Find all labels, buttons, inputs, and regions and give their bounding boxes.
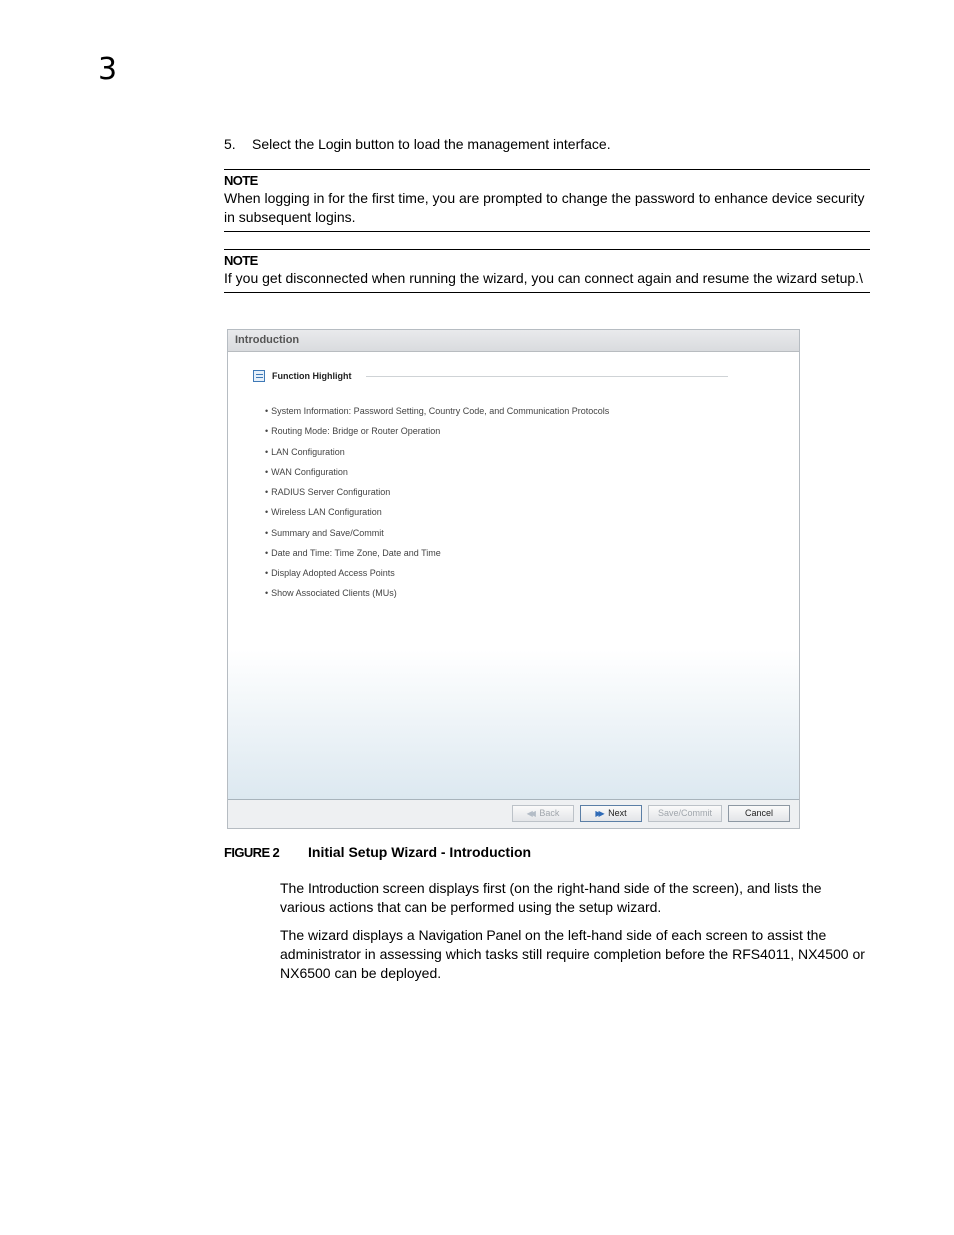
wizard-screenshot xyxy=(227,329,800,829)
p1-prefix: The xyxy=(280,880,309,896)
step-number: 5. xyxy=(224,136,236,152)
save-commit-button[interactable] xyxy=(648,805,722,822)
figure-title: Initial Setup Wizard - Introduction xyxy=(308,844,532,860)
introduction-term: Introduction xyxy=(308,880,379,896)
list-icon xyxy=(253,370,265,382)
list-item: • System Information: Password Setting, Country Code, and Communication Protocols xyxy=(265,405,609,425)
note-first-login xyxy=(224,169,870,232)
wizard-header: Introduction xyxy=(228,330,799,352)
figure-caption xyxy=(224,843,532,862)
list-item: • Wireless LAN Configuration xyxy=(265,506,609,526)
p2-suffix: on the left-hand side of each screen to assist the administrator in assessing which tasks still require completion before the RFS4011, NX4500 or NX6500 can be deployed. xyxy=(280,927,865,981)
step-prefix: Select the xyxy=(252,136,319,152)
note-text: When logging in for the first time, you are prompted to change the password to enhance device security in subsequent logins. xyxy=(224,190,865,225)
p1-suffix: screen displays first (on the right-hand side of the screen), and lists the various actions that can be performed using the setup wizard. xyxy=(280,880,822,915)
step-suffix: button to load the management interface. xyxy=(351,136,611,152)
figure-label: FIGURE 2 xyxy=(224,845,280,860)
function-highlight-title: Function Highlight xyxy=(272,371,352,381)
cancel-button[interactable] xyxy=(728,805,790,822)
note-text: If you get disconnected when running the wizard, you can connect again and resume the wizard setup.\ xyxy=(224,270,863,286)
save-commit-label: Save/Commit xyxy=(657,808,712,818)
navigation-panel-term: Navigation Panel xyxy=(418,927,522,943)
list-item: • Routing Mode: Bridge or Router Operation xyxy=(265,425,609,445)
back-arrow-icon: ◀◀ xyxy=(526,809,533,818)
next-button[interactable] xyxy=(580,805,642,822)
step-5 xyxy=(224,135,611,153)
wizard-footer xyxy=(228,799,799,828)
note-disconnected xyxy=(224,249,870,293)
list-item: • Display Adopted Access Points xyxy=(265,567,609,587)
list-item: • Summary and Save/Commit xyxy=(265,527,609,547)
back-label: Back xyxy=(539,808,560,818)
p2-prefix: The wizard displays a xyxy=(280,927,419,943)
list-item: • Date and Time: Time Zone, Date and Time xyxy=(265,547,609,567)
cancel-label: Cancel xyxy=(744,808,773,818)
intro-paragraph xyxy=(280,879,870,917)
list-item: • RADIUS Server Configuration xyxy=(265,486,609,506)
heading-divider xyxy=(366,376,728,377)
chapter-number: 3 xyxy=(98,52,118,87)
note-label: NOTE xyxy=(224,253,258,268)
list-item: • LAN Configuration xyxy=(265,446,609,466)
login-term: Login xyxy=(318,136,352,152)
note-label: NOTE xyxy=(224,173,258,188)
back-button[interactable] xyxy=(512,805,574,822)
function-highlight-heading xyxy=(253,369,728,385)
next-label: Next xyxy=(608,808,627,818)
list-item: • WAN Configuration xyxy=(265,466,609,486)
next-arrow-icon: ▶▶ xyxy=(595,809,602,818)
list-item: • Show Associated Clients (MUs) xyxy=(265,587,609,607)
function-list xyxy=(265,405,609,608)
navigation-paragraph xyxy=(280,926,870,983)
